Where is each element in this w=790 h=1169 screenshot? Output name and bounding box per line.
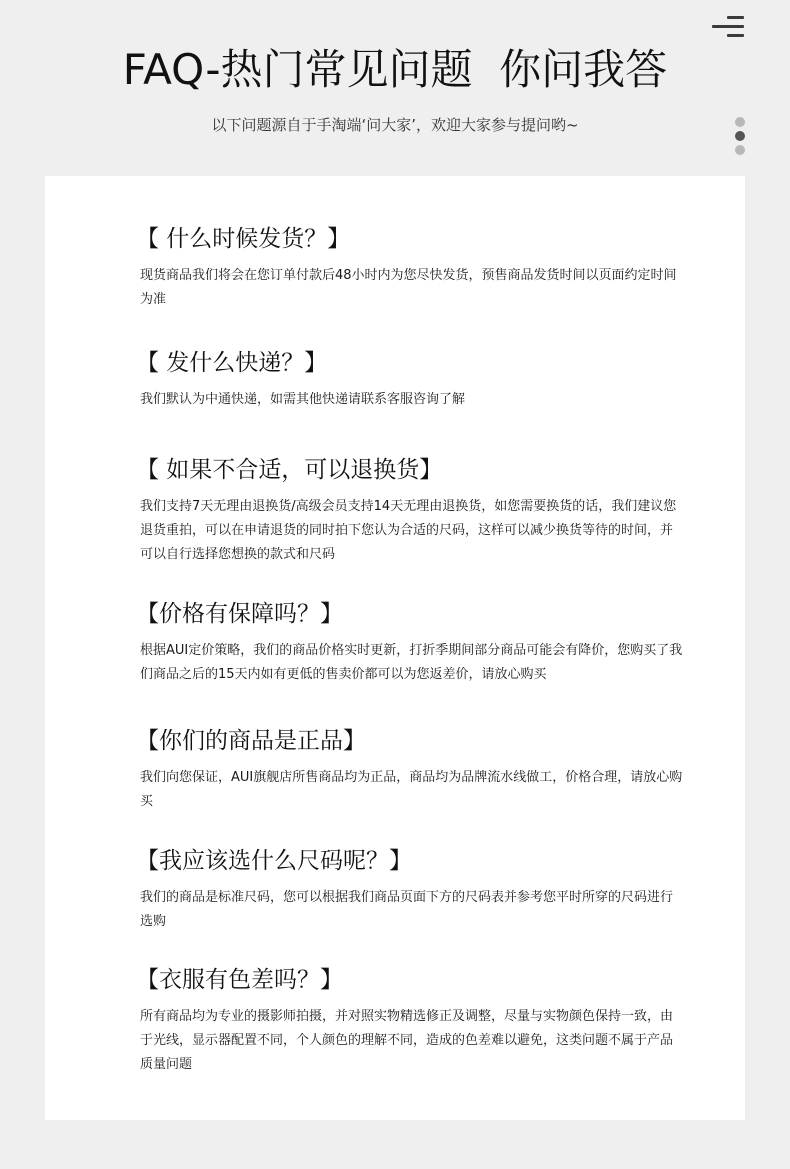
faq-answer: 现货商品我们将会在您订单付款后48小时内为您尽快发货，预售商品发货时间以页面约定时间为准 bbox=[140, 268, 677, 307]
faq-answer: 我们支持7天无理由退换货/高级会员支持14天无理由退换货，如您需要换货的话，我们建议您退货重拍，可以在申请退货的同时拍下您认为合适的尺码，这样可以减少换货等待的时间，并可以自行选择您想换的款式和尺码 bbox=[140, 499, 677, 562]
pager-dot[interactable] bbox=[735, 145, 745, 155]
faq-question: 【 什么时候发货？】 bbox=[136, 226, 351, 252]
faq-card bbox=[45, 176, 745, 1120]
faq-question: 【你们的商品是正品】 bbox=[136, 728, 366, 754]
menu-lines-icon[interactable] bbox=[712, 16, 744, 38]
faq-answer: 我们向您保证，AUI旗舰店所售商品均为正品，商品均为品牌流水线做工，价格合理，请放心购买 bbox=[140, 770, 683, 809]
page-subtitle: 以下问题源自于手淘端‘问大家’，欢迎大家参与提问哟~ bbox=[211, 116, 579, 134]
faq-answer: 我们的商品是标准尺码，您可以根据我们商品页面下方的尺码表并参考您平时所穿的尺码进行选购 bbox=[140, 890, 674, 929]
page-title: FAQ-热门常见问题 你问我答 bbox=[122, 45, 668, 94]
faq-answer: 所有商品均为专业的摄影师拍摄，并对照实物精选修正及调整，尽量与实物颜色保持一致，由于光线，显示器配置不同，个人颜色的理解不同，造成的色差难以避免，这类问题不属于产品质量问题 bbox=[140, 1009, 674, 1072]
faq-question: 【 如果不合适，可以退换货】 bbox=[136, 457, 443, 483]
faq-answer: 根据AUI定价策略，我们的商品价格实时更新，打折季期间部分商品可能会有降价，您购买了我们商品之后的15天内如有更低的售卖价都可以为您返差价，请放心购买 bbox=[140, 643, 683, 682]
faq-item bbox=[136, 726, 685, 814]
faq-question: 【衣服有色差吗？】 bbox=[136, 967, 343, 993]
pager-dot[interactable] bbox=[735, 117, 745, 127]
faq-question: 【我应该选什么尺码呢？】 bbox=[136, 848, 412, 874]
faq-question: 【 发什么快递？】 bbox=[136, 350, 328, 376]
faq-answer: 我们默认为中通快递，如需其他快递请联系客服咨询了解 bbox=[140, 392, 466, 407]
faq-item bbox=[136, 846, 685, 934]
pager-dot-active[interactable] bbox=[735, 131, 745, 141]
pager-dots-icon[interactable] bbox=[734, 117, 746, 157]
faq-item bbox=[136, 455, 685, 567]
faq-item bbox=[136, 224, 685, 312]
faq-question: 【价格有保障吗？】 bbox=[136, 601, 343, 627]
faq-item bbox=[136, 965, 685, 1077]
faq-item bbox=[136, 599, 685, 687]
faq-item bbox=[136, 348, 685, 412]
